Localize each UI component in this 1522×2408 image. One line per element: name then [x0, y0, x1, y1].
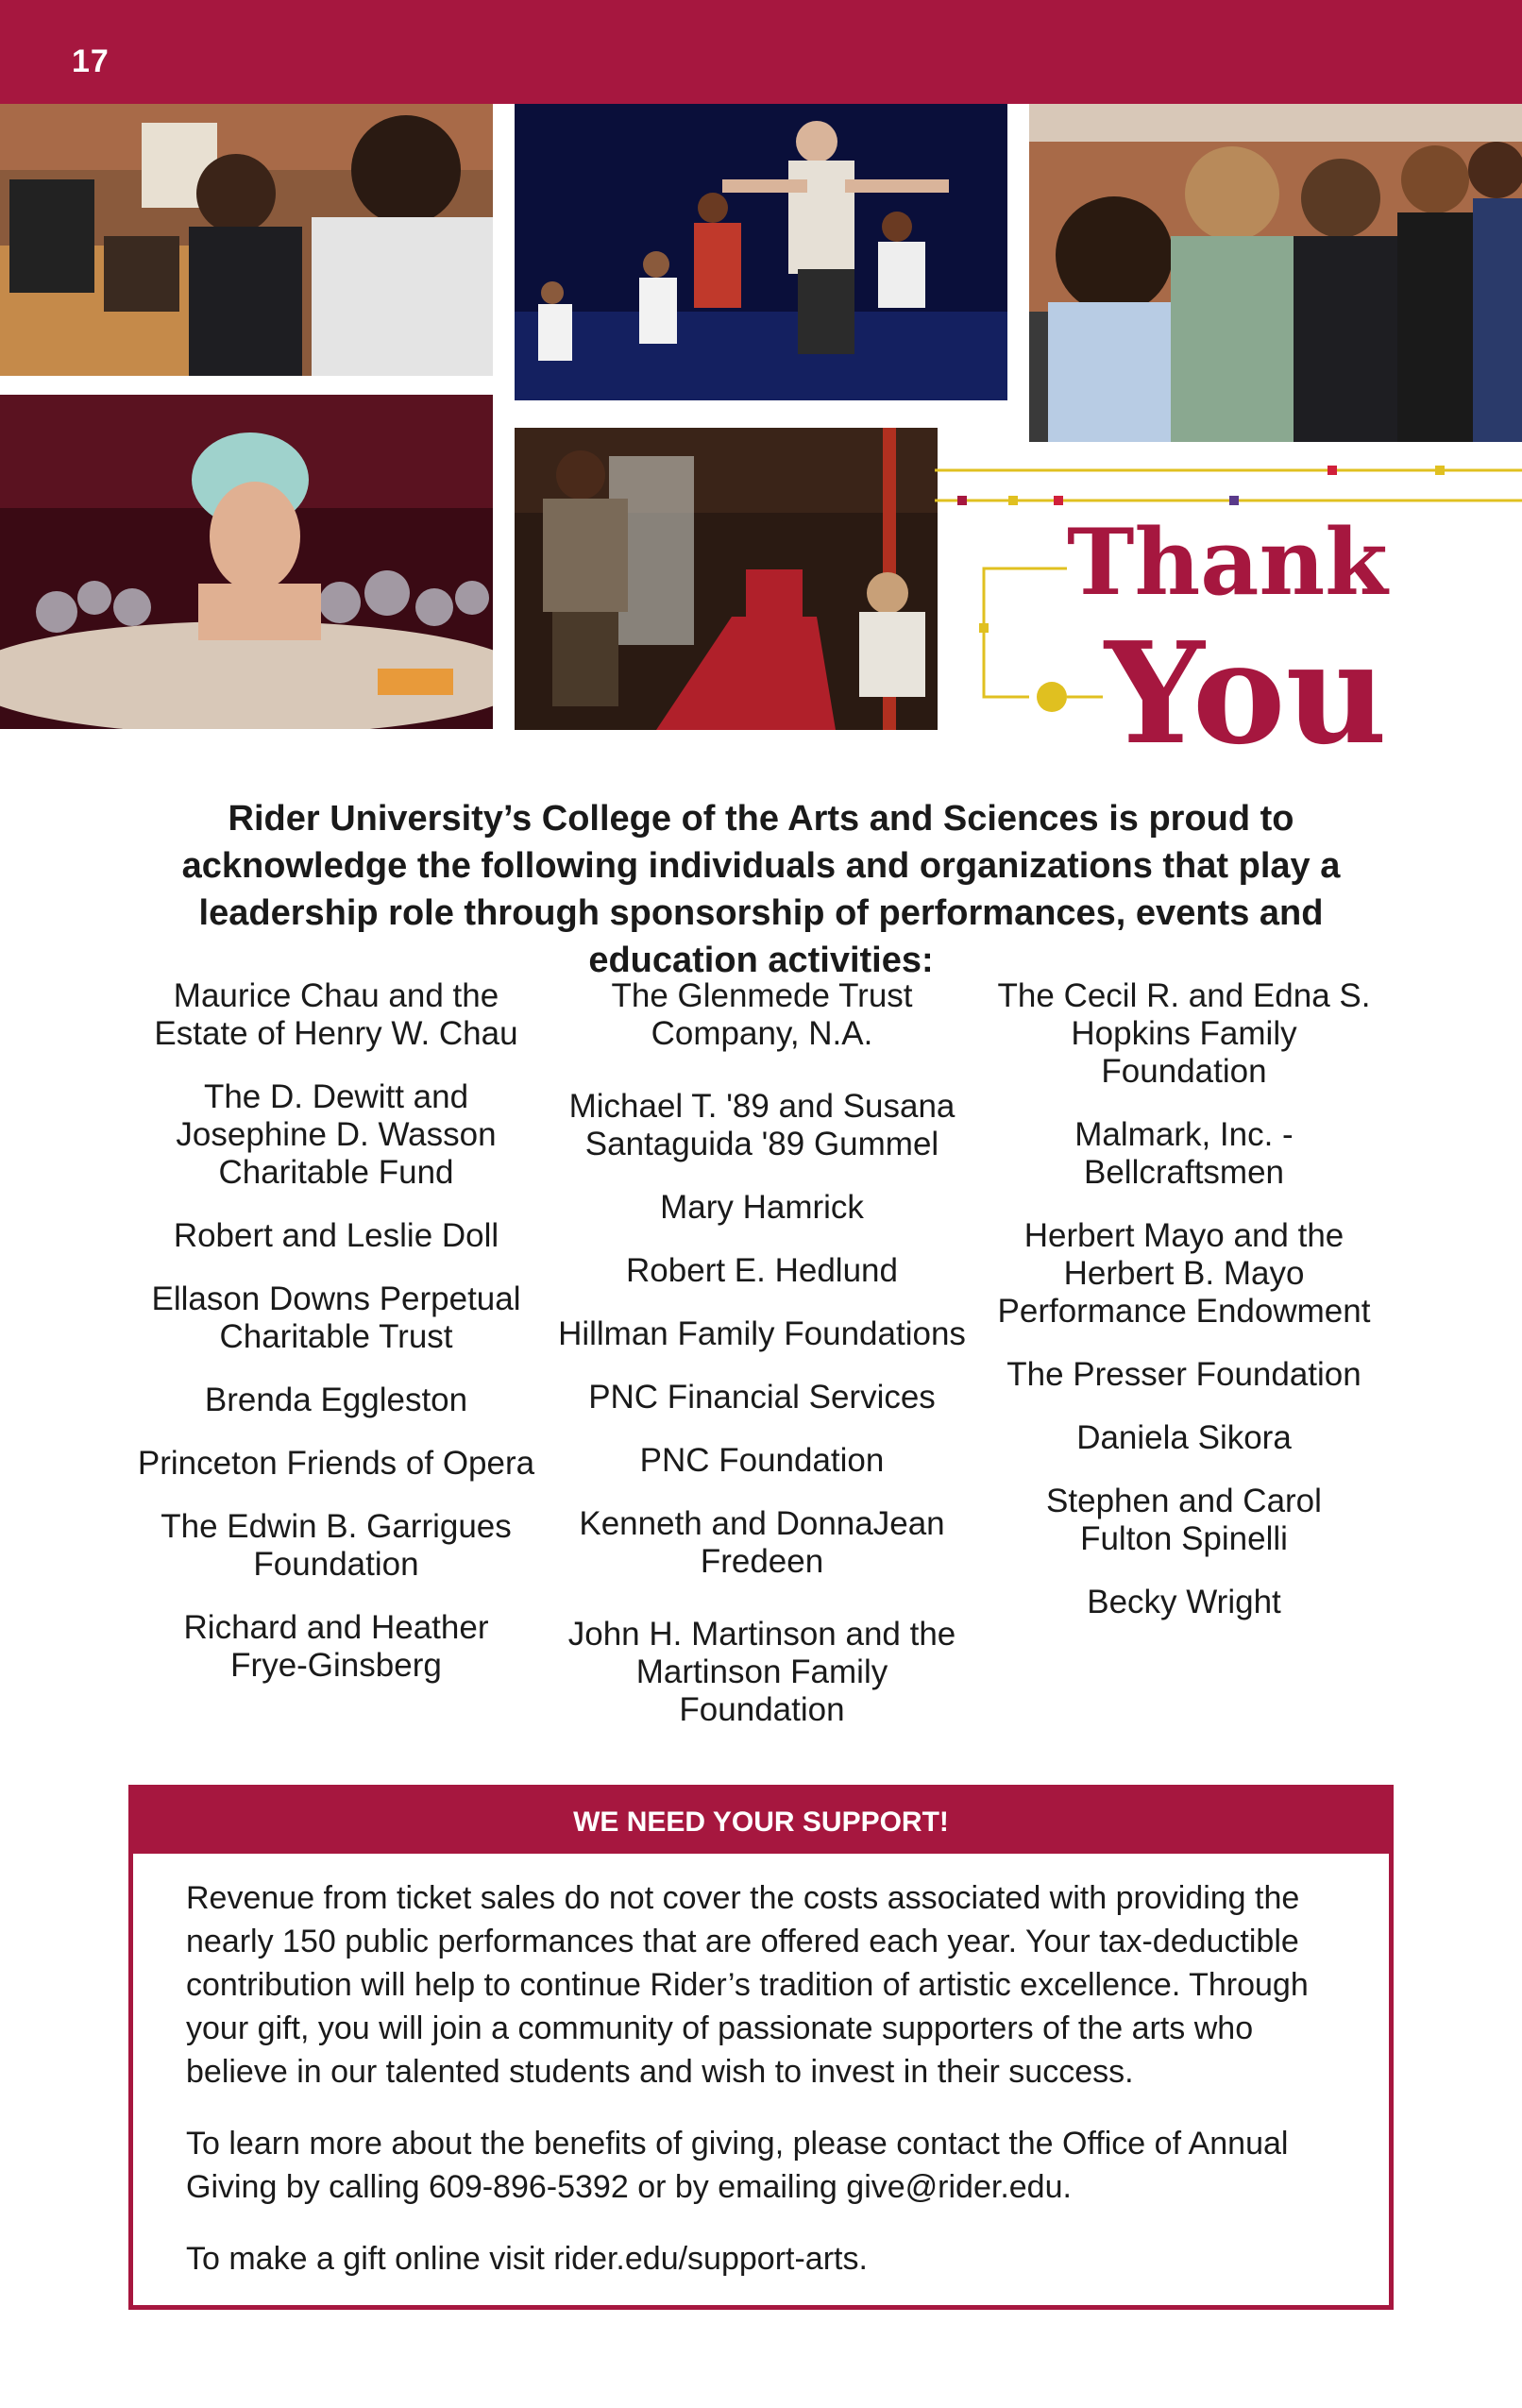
intro-paragraph: Rider University’s College of the Arts and Sciences is proud to acknowledge the following individuals and organizations that play a leadership role through sponsorship of performances, events and education activities:: [181, 799, 1341, 980]
support-box: [128, 1785, 1394, 2310]
donor-name: PNC Foundation: [639, 1442, 885, 1479]
photo-dance-performance: [515, 104, 1007, 400]
donor-name: The Edwin B. Garrigues Foundation: [161, 1508, 512, 1583]
donor-column-1: [128, 977, 544, 1710]
donor-name: Stephen and Carol Fulton Spinelli: [1046, 1483, 1322, 1557]
donor-name: Daniela Sikora: [1076, 1419, 1292, 1456]
donor-column-3: [976, 977, 1392, 1647]
page-number: 17: [72, 43, 110, 79]
thank-heading: Thank: [1067, 509, 1388, 616]
donor-name: Richard and Heather Frye-Ginsberg: [183, 1609, 489, 1684]
donor-name: Ellason Downs Perpetual Charitable Trust: [151, 1280, 521, 1355]
donor-name: Mary Hamrick: [660, 1189, 864, 1226]
donor-name: Kenneth and DonnaJean Fredeen: [579, 1505, 945, 1580]
support-contact-paragraph: To learn more about the benefits of giving, please contact the Office of Annual Giving by calling 609-896-5392 or by emailing give@rider.edu.: [186, 2126, 1289, 2205]
donor-name: The Cecil R. and Edna S. Hopkins Family Foundation: [997, 977, 1371, 1090]
donor-column-2: [554, 977, 970, 1755]
support-paragraph: Revenue from ticket sales do not cover the costs associated with providing the nearly 150 public performances that are offered each year. Your tax-deductible contribution will help to continue Rider’s tradition of artistic excellence. Through your gift, you will join a community of passionate supporters of the arts who believe in our talented students and wish to invest in their success.: [186, 1880, 1309, 2090]
header-bar: [0, 0, 1522, 104]
donor-name: The D. Dewitt and Josephine D. Wasson Charitable Fund: [176, 1078, 497, 1191]
photo-organ-lesson: [0, 104, 493, 376]
donor-name: PNC Financial Services: [588, 1379, 936, 1416]
support-body: [186, 1876, 1357, 2309]
support-header: WE NEED YOUR SUPPORT!: [133, 1789, 1389, 1854]
donor-name: Robert E. Hedlund: [626, 1252, 898, 1289]
donor-name: Malmark, Inc. - Bellcraftsmen: [1074, 1116, 1294, 1191]
donor-name: The Presser Foundation: [1006, 1356, 1361, 1393]
donor-name: Brenda Eggleston: [204, 1382, 468, 1418]
donor-name: Hillman Family Foundations: [558, 1315, 966, 1352]
support-online-paragraph: To make a gift online visit rider.edu/support-arts.: [186, 2241, 868, 2277]
photo-bubble-bath-scene: [0, 395, 493, 729]
donor-name: Princeton Friends of Opera: [137, 1445, 535, 1482]
photo-choir-singers: [1029, 104, 1522, 442]
donor-name: Becky Wright: [1087, 1584, 1281, 1620]
photo-stage-play-scene: [515, 428, 938, 730]
donor-name: Robert and Leslie Doll: [173, 1217, 499, 1254]
donor-name: The Glenmede Trust Company, N.A.: [611, 977, 913, 1052]
donor-name: Michael T. '89 and Susana Santaguida '89 Gummel: [568, 1088, 955, 1162]
you-heading: You: [1105, 611, 1388, 775]
donor-name: Maurice Chau and the Estate of Henry W. Chau: [154, 977, 518, 1052]
donor-name: John H. Martinson and the Martinson Family Foundation: [567, 1616, 956, 1728]
donor-name: Herbert Mayo and the Herbert B. Mayo Performance Endowment: [997, 1217, 1371, 1330]
